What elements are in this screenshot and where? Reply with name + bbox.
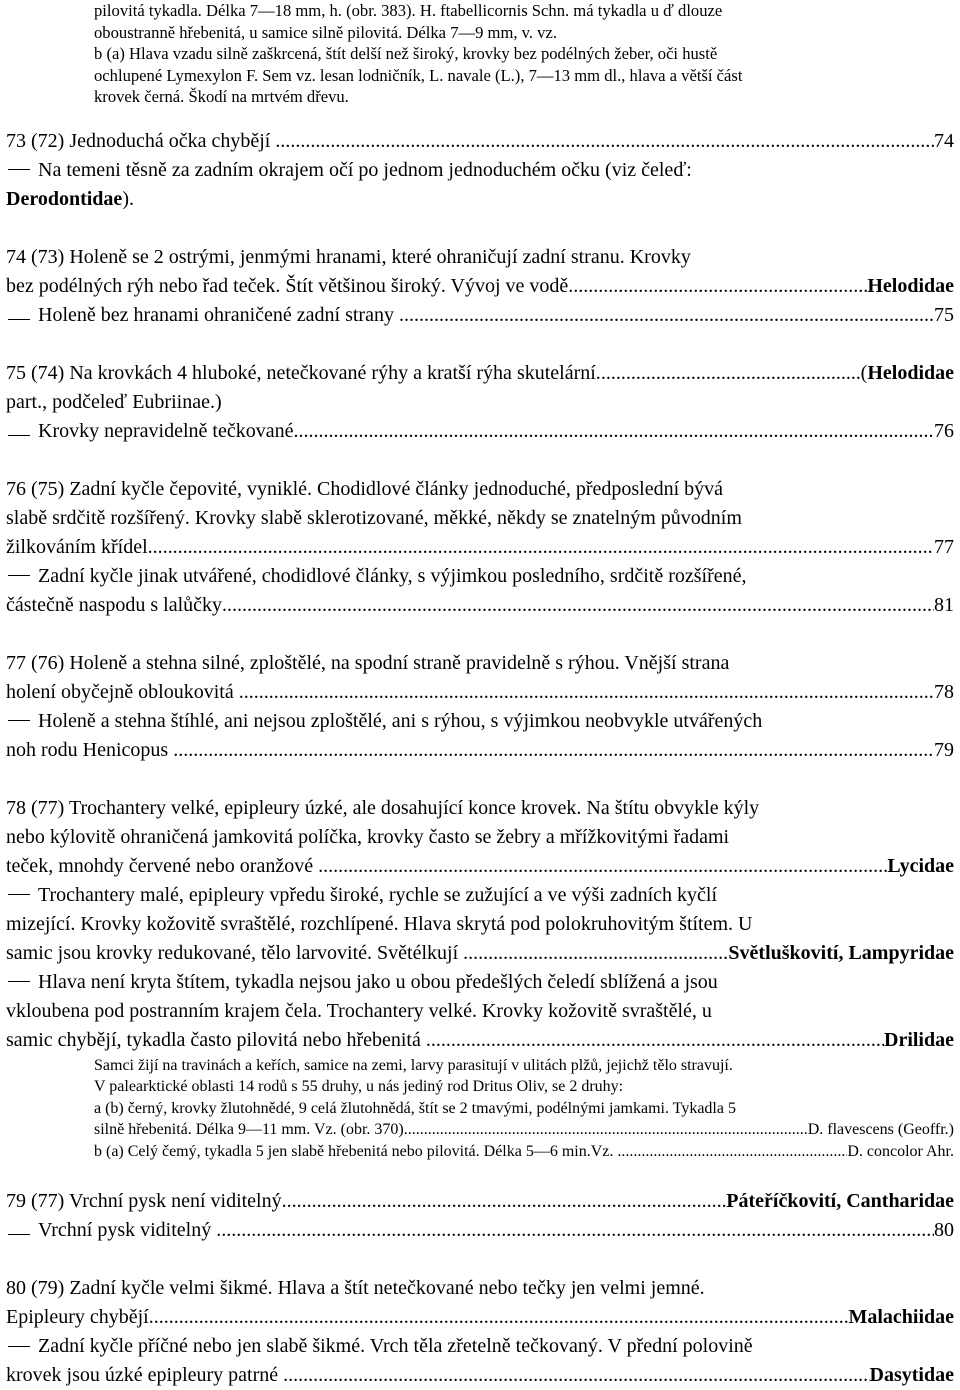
couplet-76 bbox=[6, 475, 954, 620]
couplet-text: samic jsou krovky redukované, tělo larvovité. Světélkují . bbox=[6, 941, 469, 964]
family-name: Derodontidae bbox=[6, 187, 123, 210]
couplet-target: 79 bbox=[934, 738, 954, 761]
family-name: Helodidae bbox=[867, 274, 954, 297]
leader-dots bbox=[404, 1119, 808, 1141]
couplet-line bbox=[6, 1303, 954, 1332]
family-name: Drilidae bbox=[884, 1028, 954, 1051]
couplet-line bbox=[6, 736, 954, 765]
leader-dots bbox=[293, 417, 934, 446]
couplet-target: 80 bbox=[934, 1219, 954, 1241]
couplet-line bbox=[6, 533, 954, 562]
couplet-cont bbox=[6, 185, 954, 214]
couplet-text: Vrchní pysk viditelný . bbox=[38, 1219, 222, 1241]
em-dash bbox=[8, 720, 30, 721]
leader-dots bbox=[149, 1303, 849, 1332]
couplet-line: vkloubena pod postranním krajem čela. Trochantery velké. Krovky kožovitě svraštělé, u bbox=[6, 999, 712, 1022]
em-dash bbox=[8, 575, 30, 576]
couplet-text: Trochantery malé, epipleury vpředu široké, rychle se zužující a ve výši zadních kyčlí bbox=[38, 883, 718, 906]
couplet-line: slabě srdčitě rozšířený. Krovky slabě sklerotizované, měkké, někdy se znatelným původním bbox=[6, 506, 742, 529]
note-line bbox=[94, 1141, 954, 1163]
couplet-target: 81 bbox=[934, 593, 954, 616]
couplet-line bbox=[6, 127, 954, 156]
top-block bbox=[6, 0, 954, 108]
leader-dots bbox=[282, 1187, 727, 1216]
couplet-line bbox=[6, 272, 954, 301]
drilidae-note bbox=[6, 1055, 954, 1163]
note-text: b (a) Celý čemý, tykadla 5 jen slabě hřebenitá nebo pilovitá. Délka 5—6 min.Vz. . bbox=[94, 1142, 622, 1160]
couplet-text: Epipleury chybějí bbox=[6, 1306, 149, 1328]
couplet-text: Zadní kyčle jinak utvářené, chodidlové články, s výjimkou posledního, srdčitě rozšířené, bbox=[38, 564, 747, 587]
document-page bbox=[6, 0, 954, 1390]
em-dash bbox=[8, 319, 30, 320]
leader-dots bbox=[222, 591, 934, 620]
leader-dots bbox=[280, 127, 934, 156]
couplet-target: 75 bbox=[934, 303, 954, 326]
couplet-line: 78 (77) Trochantery velké, epipleury úzké, ale dosahující konce krovek. Na štítu obvykle kýly bbox=[6, 796, 760, 819]
leader-dots bbox=[601, 359, 861, 388]
species-name: D. concolor Ahr. bbox=[847, 1142, 954, 1160]
couplet-78 bbox=[6, 794, 954, 1055]
leader-dots bbox=[323, 852, 887, 881]
couplet-text: Na temeni těsně za zadním okrajem očí po jednom jednoduchém očku (viz čeleď: bbox=[38, 158, 692, 181]
couplet-text: samic chybějí, tykadla často pilovitá nebo hřebenitá . bbox=[6, 1028, 431, 1051]
leader-dots bbox=[468, 939, 728, 968]
couplet-target: 74 bbox=[934, 129, 954, 152]
note-text: silně hřebenitá. Délka 9—11 mm. Vz. (obr. 370) bbox=[94, 1121, 404, 1138]
text-line: oboustranně hřebenitá, u samice silně pilovitá. Délka 7—9 mm, v. vz. bbox=[94, 22, 557, 42]
couplet-cont: part., podčeleď Eubriinae.) bbox=[6, 390, 222, 413]
leader-dots bbox=[178, 736, 934, 765]
leader-dots bbox=[404, 301, 934, 330]
couplet-text: žilkováním křídel bbox=[6, 535, 148, 558]
couplet-line: 77 (76) Holeně a stehna silné, zploštělé, na spodní straně pravidelně s rýhou. Vnější strana bbox=[6, 651, 730, 674]
couplet-text: teček, mnohdy červené nebo oranžové . bbox=[6, 854, 324, 877]
em-dash bbox=[8, 894, 30, 895]
couplet-text: krovek jsou úzké epipleury patrné . bbox=[6, 1364, 289, 1386]
em-dash bbox=[8, 169, 30, 170]
note-line: V palearktické oblasti 14 rodů s 55 druhy, u nás jediný rod Dritus Oliv, se 2 druhy: bbox=[94, 1078, 624, 1095]
couplet-line: nebo kýlovitě ohraničená jamkovitá políčka, krovky často se žebry a mřížkovitými řadami bbox=[6, 825, 730, 848]
couplet-text: Holeně bez hranami ohraničené zadní strany . bbox=[38, 303, 404, 326]
couplet-line bbox=[6, 1187, 954, 1216]
family-name: Helodidae bbox=[867, 361, 954, 384]
em-dash bbox=[8, 1346, 30, 1347]
em-dash bbox=[8, 435, 30, 436]
couplet-alt bbox=[6, 707, 954, 736]
family-name: Lycidae bbox=[887, 854, 954, 877]
couplet-text: Zadní kyčle příčné nebo jen slabě šikmé. Vrch těla zřetelně tečkovaný. V přední polovině bbox=[38, 1335, 753, 1357]
em-dash bbox=[8, 981, 30, 982]
leader-dots bbox=[221, 1216, 934, 1245]
text-line: krovek černá. Škodí na mrtvém dřevu. bbox=[94, 87, 349, 106]
punct: ). bbox=[122, 187, 134, 210]
family-name: Malachiidae bbox=[848, 1306, 954, 1328]
couplet-line bbox=[6, 1026, 954, 1055]
couplet-alt bbox=[6, 881, 954, 910]
couplet-line bbox=[6, 852, 954, 881]
leader-dots bbox=[148, 533, 934, 562]
couplet-text: bez podélných rýh nebo řad teček. Štít většinou široký. Vývoj ve vodě bbox=[6, 274, 569, 297]
family-name: Dasytidae bbox=[869, 1364, 954, 1386]
note-line: Samci žijí na travinách a keřích, samice na zemi, larvy parasitují v ulitách plžů, jejichž tělo stravují. bbox=[94, 1056, 733, 1074]
couplet-text: noh rodu Henicopus . bbox=[6, 738, 179, 761]
leader-dots bbox=[621, 1141, 847, 1163]
couplet-79 bbox=[6, 1187, 954, 1245]
couplet-alt bbox=[6, 417, 954, 446]
couplet-text: holení obyčejně obloukovitá . bbox=[6, 680, 244, 703]
note-line bbox=[94, 1119, 954, 1141]
couplet-alt bbox=[6, 968, 954, 997]
leader-dots bbox=[431, 1026, 884, 1055]
leader-dots bbox=[244, 678, 934, 707]
couplet-line bbox=[6, 1361, 954, 1390]
couplet-target: 78 bbox=[934, 680, 954, 703]
couplet-line: mizející. Krovky kožovitě svraštělé, rozchlípené. Hlava skrytá pod polokruhovitým štítem. U bbox=[6, 912, 753, 935]
couplet-text: Hlava není kryta štítem, tykadla nejsou jako u obou předešlých čeledí sblížená a jsou bbox=[38, 970, 718, 993]
text-line: b (a) Hlava vzadu silně zaškrcená, štít delší než široký, krovky bez podélných žeber, oči hustě bbox=[94, 44, 718, 63]
text-line: ochlupené Lymexylon F. Sem vz. lesan lodničník, L. navale (L.), 7—13 mm dl., hlava a větší část bbox=[94, 65, 743, 85]
couplet-alt bbox=[6, 1216, 954, 1245]
couplet-75 bbox=[6, 359, 954, 446]
species-name: D. flavescens (Geoffr.) bbox=[807, 1121, 954, 1138]
punct: ( bbox=[860, 361, 868, 384]
couplet-text: 73 (72) Jednoduchá očka chybějí . bbox=[6, 129, 281, 152]
text-line: pilovitá tykadla. Délka 7—18 mm, h. (obr. 383). H. ftabellicornis Schn. má tykadla u ď dlouze bbox=[94, 1, 723, 20]
couplet-target: 76 bbox=[934, 419, 954, 442]
family-name: Páteříčkovití, Cantharidae bbox=[726, 1190, 954, 1212]
couplet-text: 75 (74) Na krovkách 4 hluboké, netečkované rýhy a kratší rýha skutelární. bbox=[6, 361, 601, 384]
couplet-line bbox=[6, 359, 954, 388]
couplet-line bbox=[6, 678, 954, 707]
leader-dots bbox=[288, 1361, 869, 1390]
couplet-target: 77 bbox=[934, 535, 954, 558]
leader-dots bbox=[568, 272, 867, 301]
couplet-text: Krovky nepravidelně tečkované bbox=[38, 419, 294, 442]
couplet-line: 74 (73) Holeně se 2 ostrými, jenmými hranami, které ohraničují zadní stranu. Krovky bbox=[6, 245, 691, 268]
couplet-77 bbox=[6, 649, 954, 765]
couplet-text: Holeně a stehna štíhlé, ani nejsou zploštělé, ani s rýhou, s výjimkou neobvykle utvářených bbox=[38, 709, 763, 732]
em-dash bbox=[8, 1234, 30, 1235]
couplet-line: 76 (75) Zadní kyčle čepovité, vyniklé. Chodidlové články jednoduché, předposlední bývá bbox=[6, 477, 724, 500]
couplet-80 bbox=[6, 1274, 954, 1390]
couplet-line bbox=[6, 939, 954, 968]
couplet-74 bbox=[6, 243, 954, 330]
couplet-73 bbox=[6, 127, 954, 214]
note-line: a (b) černý, krovky žlutohnědé, 9 celá žlutohnědá, štít se 2 tmavými, podélnými jamkami. Tykadla 5 bbox=[94, 1099, 736, 1117]
couplet-line bbox=[6, 591, 954, 620]
couplet-alt bbox=[6, 1332, 954, 1361]
couplet-text: částečně naspodu s lalůčky bbox=[6, 593, 223, 616]
couplet-alt bbox=[6, 562, 954, 591]
couplet-alt bbox=[6, 156, 954, 185]
couplet-alt bbox=[6, 301, 954, 330]
couplet-text: 79 (77) Vrchní pysk není viditelný bbox=[6, 1190, 282, 1212]
couplet-line: 80 (79) Zadní kyčle velmi šikmé. Hlava a štít netečkované nebo tečky jen velmi jemné. bbox=[6, 1277, 705, 1299]
family-name: Světluškovití, Lampyridae bbox=[728, 941, 954, 964]
